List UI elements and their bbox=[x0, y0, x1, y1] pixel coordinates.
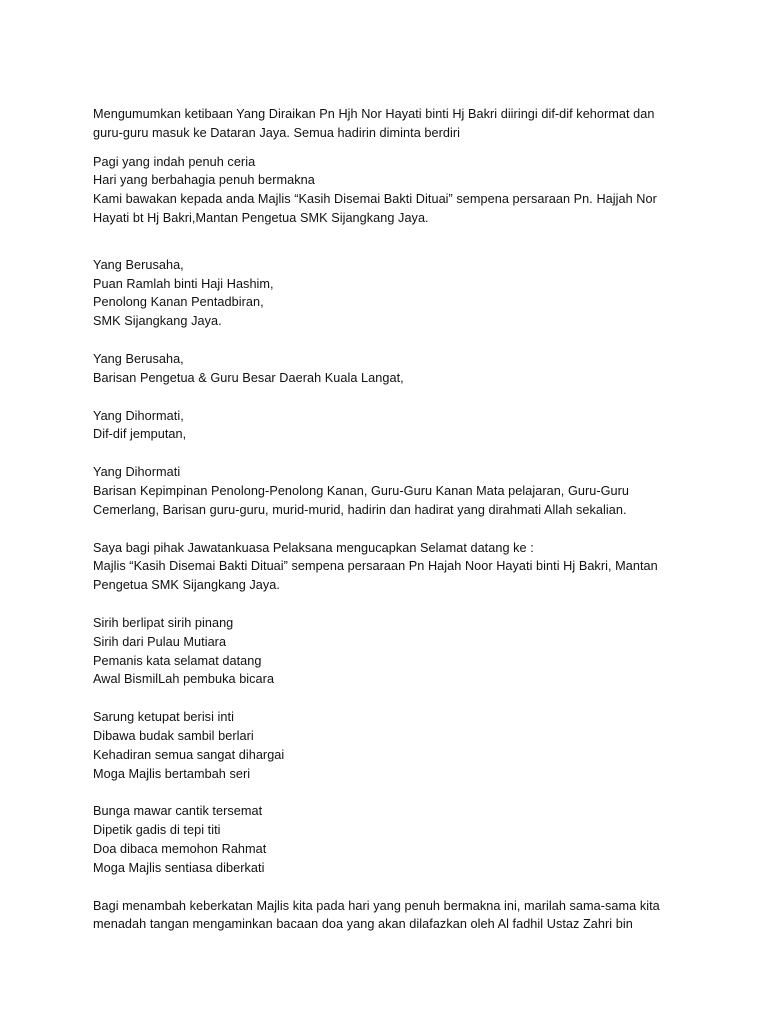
paragraph-salutation-1 bbox=[93, 256, 698, 331]
paragraph-salutation-4 bbox=[93, 463, 698, 519]
text-line: SMK Sijangkang Jaya. bbox=[93, 314, 222, 329]
paragraph-announcement bbox=[93, 105, 698, 143]
text-line: Penolong Kanan Pentadbiran, bbox=[93, 295, 264, 310]
text-line: Dif-dif jemputan, bbox=[93, 427, 187, 442]
paragraph-salutation-2 bbox=[93, 350, 698, 388]
paragraph-doa bbox=[93, 897, 698, 935]
text-line: Sirih dari Pulau Mutiara bbox=[93, 634, 227, 649]
text-line: Pagi yang indah penuh ceria bbox=[93, 154, 256, 169]
text-line: Barisan Kepimpinan Penolong-Penolong Kanan, Guru-Guru Kanan Mata pelajaran, Guru-Guru bbox=[93, 483, 630, 498]
text-line: Bunga mawar cantik tersemat bbox=[93, 804, 263, 819]
text-line: Dibawa budak sambil berlari bbox=[93, 728, 254, 743]
text-line: Awal BismilLah pembuka bicara bbox=[93, 672, 275, 687]
text-line: Barisan Pengetua & Guru Besar Daerah Kuala Langat, bbox=[93, 370, 404, 385]
text-line: Pengetua SMK Sijangkang Jaya. bbox=[93, 578, 280, 593]
text-line: Mengumumkan ketibaan Yang Diraikan Pn Hjh Nor Hayati binti Hj Bakri diiringi dif-dif kehormat dan bbox=[93, 107, 655, 121]
text-line: Puan Ramlah binti Haji Hashim, bbox=[93, 276, 274, 291]
text-line: Majlis “Kasih Disemai Bakti Dituai” sempena persaraan Pn Hajah Noor Hayati binti Hj Bakri, Mantan bbox=[93, 559, 658, 574]
text-line: Bagi menambah keberkatan Majlis kita pada hari yang penuh bermakna ini, marilah sama-sama kita bbox=[93, 898, 660, 913]
text-line: Cemerlang, Barisan guru-guru, murid-murid, hadirin dan hadirat yang dirahmati Allah sekalian. bbox=[93, 502, 627, 517]
text-line: Moga Majlis bertambah seri bbox=[93, 766, 251, 781]
paragraph-pantun-1 bbox=[93, 614, 698, 689]
text-line: Pemanis kata selamat datang bbox=[93, 653, 262, 668]
text-line: Doa dibaca memohon Rahmat bbox=[93, 841, 267, 856]
text-line: Kami bawakan kepada anda Majlis “Kasih Disemai Bakti Dituai” sempena persaraan Pn. Hajjah Nor bbox=[93, 192, 657, 207]
text-line: Yang Berusaha, bbox=[93, 351, 184, 366]
paragraph-pantun-2 bbox=[93, 708, 698, 783]
text-line: guru-guru masuk ke Dataran Jaya. Semua hadirin diminta berdiri bbox=[93, 125, 460, 140]
text-line: Hari yang berbahagia penuh bermakna bbox=[93, 173, 315, 188]
text-line: Hayati bt Hj Bakri,Mantan Pengetua SMK Sijangkang Jaya. bbox=[93, 210, 429, 225]
paragraph-welcome bbox=[93, 539, 698, 595]
text-line: Saya bagi pihak Jawatankuasa Pelaksana mengucapkan Selamat datang ke : bbox=[93, 540, 534, 555]
text-line: Moga Majlis sentiasa diberkati bbox=[93, 860, 265, 875]
text-line: Sirih berlipat sirih pinang bbox=[93, 615, 234, 630]
text-line: Yang Dihormati bbox=[93, 465, 181, 480]
text-line: Sarung ketupat berisi inti bbox=[93, 710, 234, 725]
text-line: Dipetik gadis di tepi titi bbox=[93, 823, 221, 838]
text-line: Kehadiran semua sangat dihargai bbox=[93, 747, 285, 762]
text-line: menadah tangan mengaminkan bacaan doa yang akan dilafazkan oleh Al fadhil Ustaz Zahri bin bbox=[93, 917, 633, 932]
paragraph-opening-verse bbox=[93, 153, 698, 228]
paragraph-salutation-3 bbox=[93, 407, 698, 445]
text-line: Yang Berusaha, bbox=[93, 257, 184, 272]
paragraph-pantun-3 bbox=[93, 802, 698, 877]
text-line: Yang Dihormati, bbox=[93, 408, 184, 423]
